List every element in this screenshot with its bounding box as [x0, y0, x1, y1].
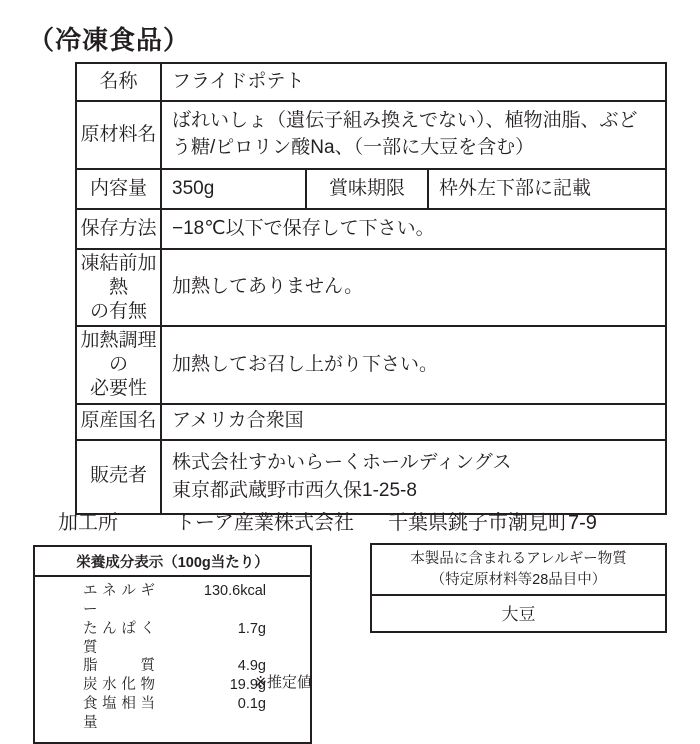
- allergy-title: 本製品に含まれるアレルギー物質 （特定原材料等28品目中）: [372, 545, 665, 596]
- table-row-preheat: [76, 249, 666, 326]
- table-row-origin: [76, 404, 666, 440]
- row-label: 凍結前加熱 の有無: [76, 249, 161, 326]
- row-value: 加熱してありません。: [161, 249, 666, 326]
- row-value: 株式会社すかいらーくホールディングス 東京都武蔵野市西久保1-25-8: [161, 440, 666, 514]
- table-row-name: [76, 63, 666, 101]
- nutrition-row-energy: エネルギー 130.6kcal: [83, 583, 266, 618]
- processor-address: 千葉県銚子市潮見町7-9: [388, 512, 597, 534]
- row-value: 350g: [161, 169, 306, 209]
- row-label: 販売者: [76, 440, 161, 514]
- table-row-contents-expiry: [76, 169, 666, 209]
- row-value: 枠外左下部に記載: [428, 169, 666, 209]
- nutrition-title: 栄養成分表示（100g当たり）: [35, 547, 310, 577]
- nutrition-row-fat: 脂質 4.9g: [83, 658, 266, 675]
- spec-table: [75, 62, 667, 515]
- row-label: 加熱調理の 必要性: [76, 326, 161, 403]
- row-value: 加熱してお召し上がり下さい。: [161, 326, 666, 403]
- nutrition-facts-box: [33, 545, 312, 744]
- row-value: フライドポテト: [161, 63, 666, 101]
- allergy-box: [370, 543, 667, 633]
- page-title: （冷凍食品）: [28, 25, 191, 55]
- table-row-ingredients: [76, 101, 666, 169]
- row-value: −18℃以下で保存して下さい。: [161, 209, 666, 249]
- row-value: ばれいしょ（遺伝子組み換えでない）、植物油脂、ぶどう糖/ピロリン酸Na、（一部に大豆を含む）: [161, 101, 666, 169]
- nutrition-row-protein: たんぱく質 1.7g: [83, 620, 266, 656]
- processor-company: トーア産業株式会社: [175, 512, 354, 534]
- nutrition-estimate-note: ※推定値: [254, 674, 312, 691]
- processor-label: 加工所: [58, 512, 118, 534]
- allergy-value: 大豆: [501, 605, 536, 625]
- table-row-storage: [76, 209, 666, 249]
- nutrition-body: [35, 577, 310, 742]
- nutrition-row-salt: 食塩相当量 0.1g: [83, 696, 266, 731]
- table-row-cooking: [76, 326, 666, 403]
- processor-line: [0, 506, 700, 534]
- row-label: 原産国名: [76, 404, 161, 440]
- nutrition-row-carbohydrate: 炭水化物 19.9g: [83, 677, 266, 694]
- row-label: 名称: [76, 63, 161, 101]
- row-label: 保存方法: [76, 209, 161, 249]
- row-label: 原材料名: [76, 101, 161, 169]
- row-label: 賞味期限: [306, 169, 428, 209]
- table-row-seller: [76, 440, 666, 514]
- row-value: アメリカ合衆国: [161, 404, 666, 440]
- row-label: 内容量: [76, 169, 161, 209]
